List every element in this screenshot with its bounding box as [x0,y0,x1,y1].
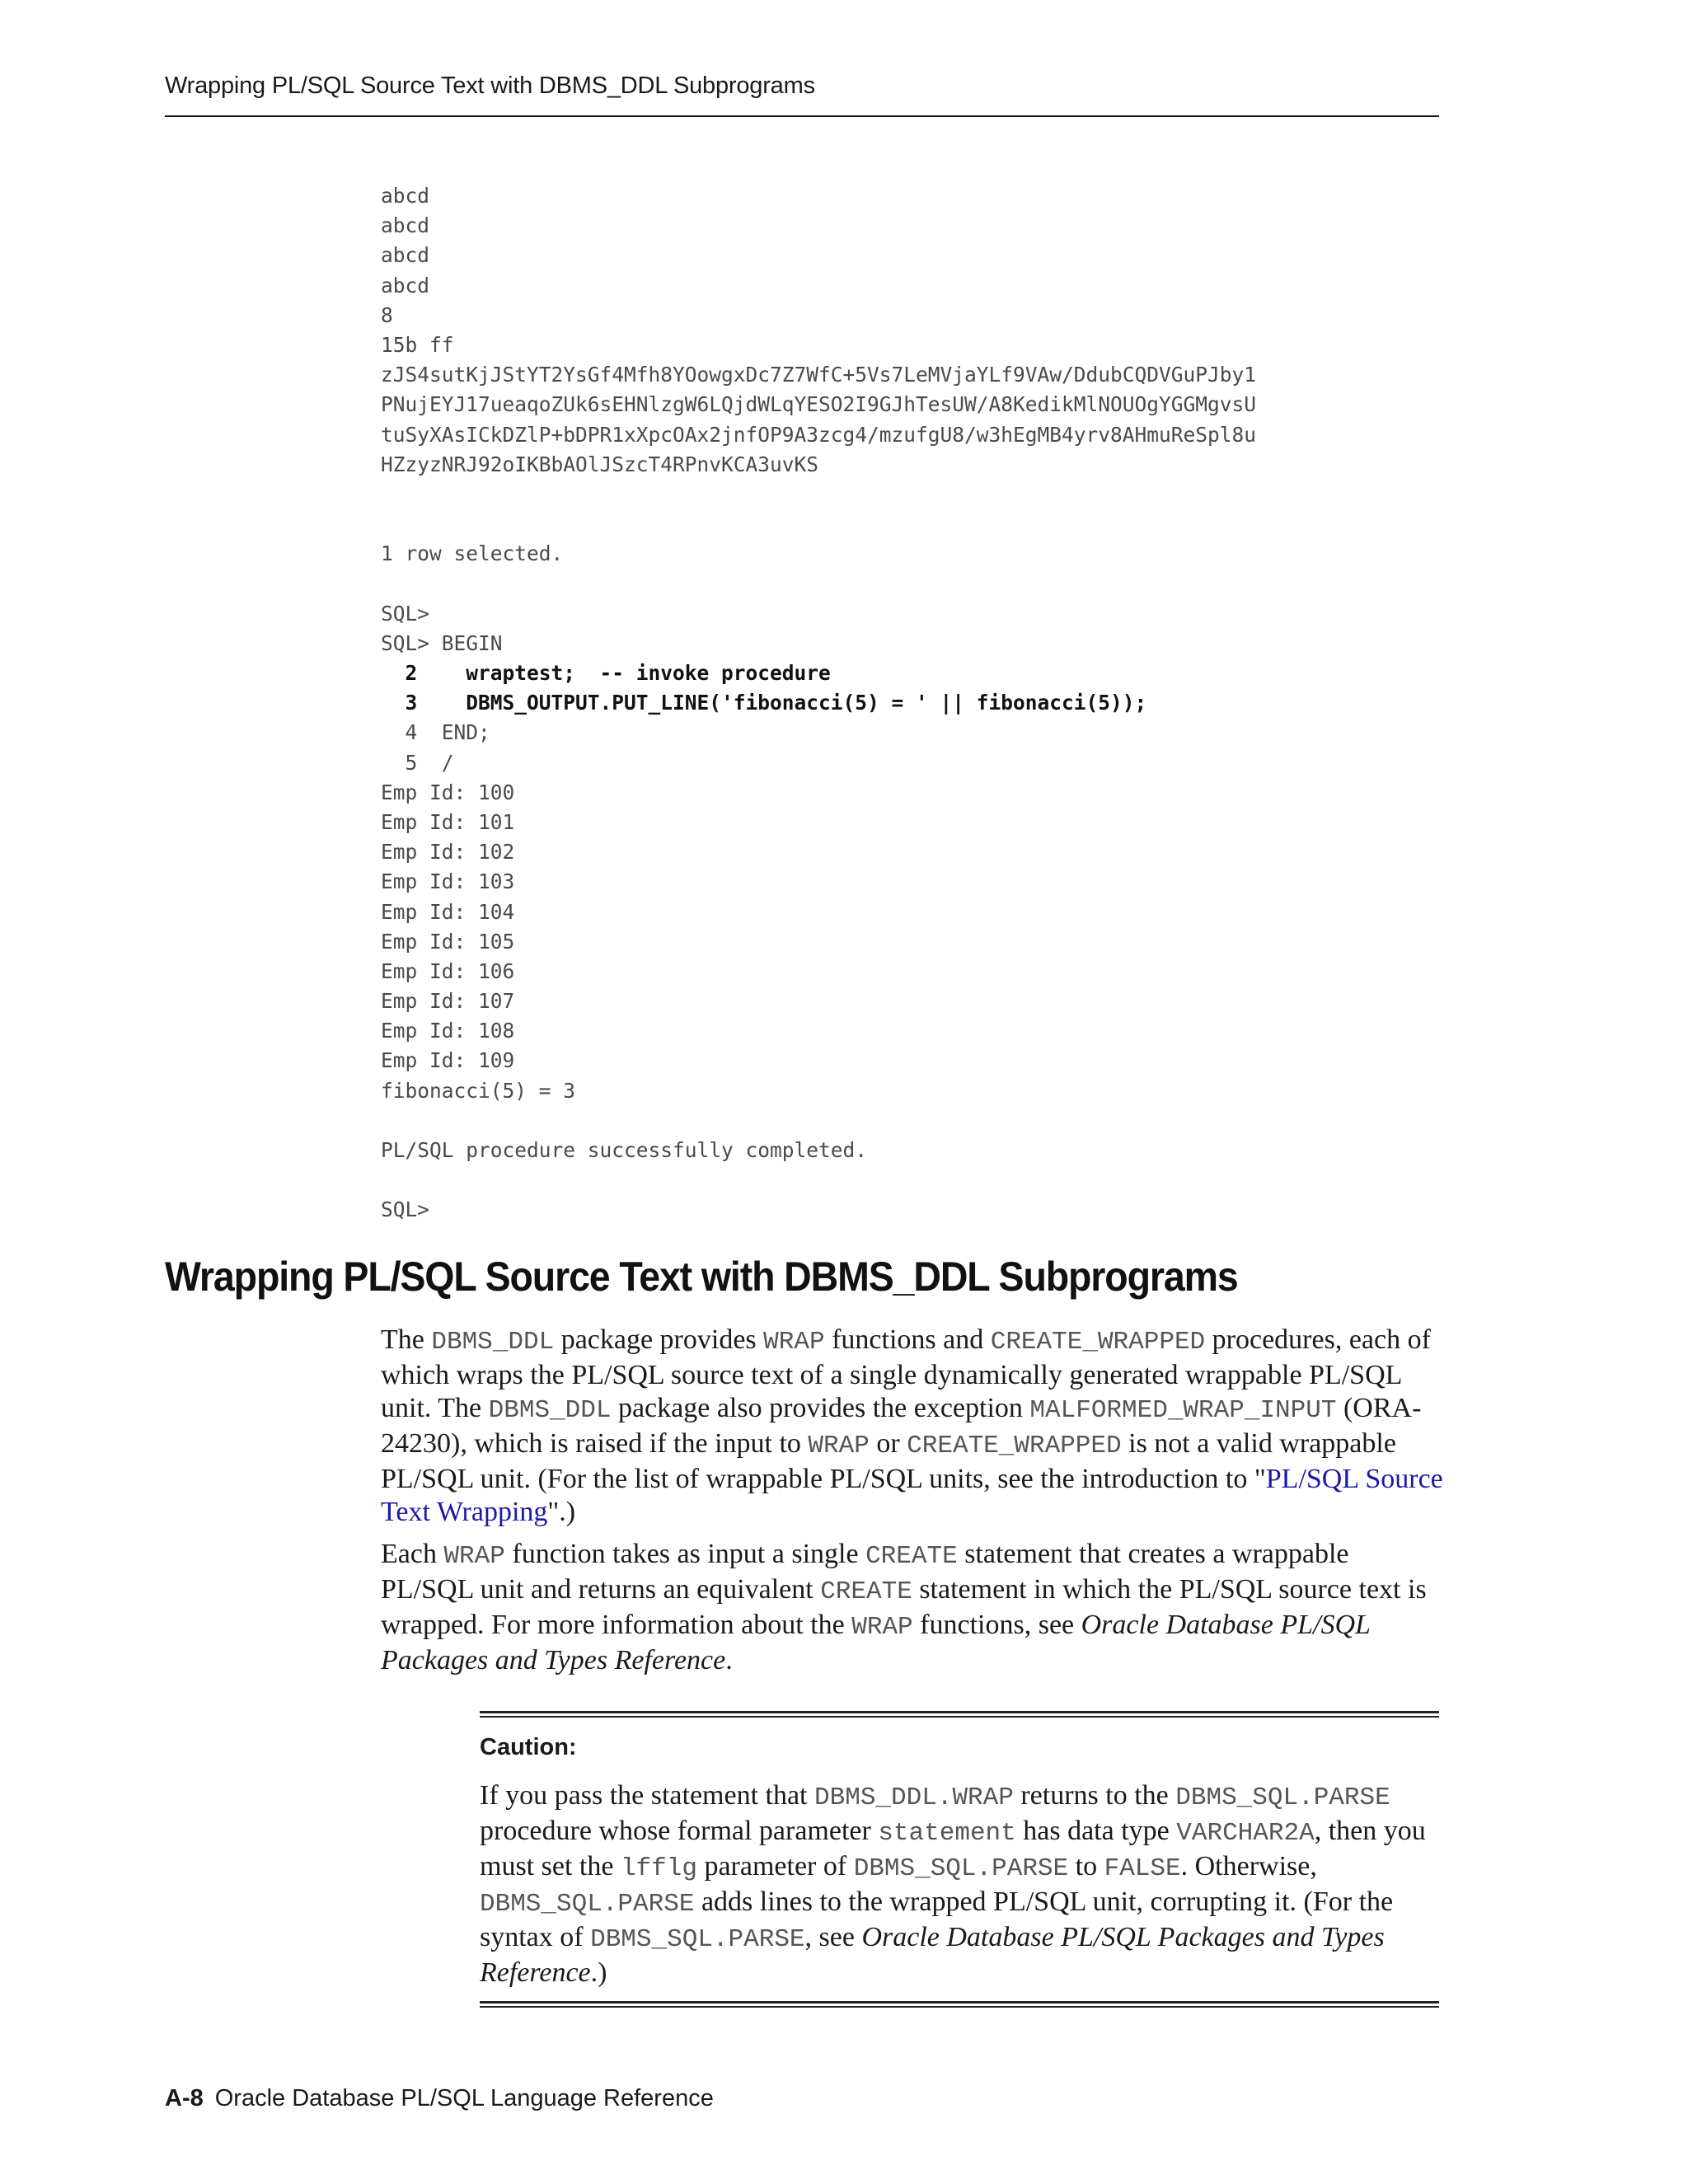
code-term: WRAP [808,1432,870,1460]
intro-paragraph [381,1324,1444,1529]
code-line [381,569,1452,598]
text-run: function takes as input a single [504,1539,866,1569]
caution-text [480,1779,1439,1990]
code-line: fibonacci(5) = 3 [381,1078,576,1103]
code-line: zJS4sutKjJStYT2YsGf4Mfh8YOowgxDc7Z7WfC+5Vs7LeMVjaYLf9VAw/DdubCQDVGuPJby1 [381,363,1257,387]
code-line: abcd [381,243,430,268]
running-header-title: Wrapping PL/SQL Source Text with DBMS_DDL Subprograms [165,73,815,99]
code-term: DBMS_DDL [488,1396,612,1425]
code-line [381,480,1452,509]
text-run: statement that creates a wrappable PL/SQL unit and returns an equivalent [381,1539,1349,1605]
book-reference: Oracle Database PL/SQL Packages and Types Reference [381,1610,1371,1675]
header-rule [165,115,1439,117]
code-line [381,1165,1452,1195]
text-run: procedure whose formal parameter [480,1816,879,1846]
code-line: Emp Id: 104 [381,899,515,924]
section-heading: Wrapping PL/SQL Source Text with DBMS_DDL Subprograms [165,1254,1238,1300]
code-line: Emp Id: 101 [381,809,515,834]
code-line: 4 END; [381,720,490,745]
code-term: CREATE [865,1542,958,1571]
text-run: functions and [824,1324,991,1355]
code-term: statement [878,1819,1016,1848]
text-run: has data type [1015,1816,1177,1846]
text-run: to [1068,1851,1104,1882]
code-line: Emp Id: 107 [381,989,515,1014]
code-line: HZzyzNRJ92oIKBbAOlJSzcT4RPnvKCA3uvKS [381,452,819,476]
code-line: Emp Id: 106 [381,958,515,983]
caution-note [480,1711,1439,2008]
text-run: , then you must set the [480,1816,1426,1882]
code-term: DBMS_SQL.PARSE [590,1925,805,1954]
code-line: Emp Id: 108 [381,1019,515,1043]
code-line: Emp Id: 100 [381,780,515,804]
text-run: returns to the [1013,1780,1176,1811]
code-line: Emp Id: 105 [381,929,515,954]
code-example [381,181,1452,1226]
code-term: WRAP [763,1328,825,1357]
code-term: DBMS_SQL.PARSE [853,1854,1069,1883]
caution-top-rule [480,1711,1439,1718]
code-line: Emp Id: 102 [381,840,515,865]
book-reference: Oracle Database PL/SQL Packages and Types Reference [480,1922,1385,1988]
code-term: WRAP [851,1613,913,1642]
text-run: adds lines to the wrapped PL/SQL unit, corrupting it. (For the syntax of [480,1886,1394,1952]
code-term: FALSE [1104,1854,1181,1883]
code-line: Emp Id: 109 [381,1048,515,1073]
text-run: The [381,1324,432,1355]
book-title: Oracle Database PL/SQL Language Reference [214,2085,714,2111]
code-term: WRAP [443,1542,505,1571]
code-term: CREATE_WRAPPED [990,1328,1206,1357]
text-run: is not a valid wrappable PL/SQL unit. (For the list of wrappable PL/SQL units, see the introduction to " [381,1428,1396,1494]
code-line: Emp Id: 103 [381,869,515,894]
code-line: 3 DBMS_OUTPUT.PUT_LINE('fibonacci(5) = ' || fibonacci(5)); [381,691,1147,715]
code-term: lfflg [620,1854,697,1883]
code-line: abcd [381,213,430,238]
text-run: package provides [554,1324,764,1355]
code-term: MALFORMED_WRAP_INPUT [1029,1396,1337,1425]
code-term: DBMS_DDL [431,1328,555,1357]
code-line: 8 [381,302,393,327]
source-text-wrapping-link[interactable]: PL/SQL Source Text Wrapping [381,1464,1443,1527]
text-run: If you pass the statement that [480,1780,815,1811]
caution-title: Caution: [480,1734,577,1760]
code-line: 5 / [381,750,454,775]
text-run: . Otherwise, [1180,1851,1317,1882]
wrap-function-paragraph [381,1538,1444,1677]
text-run: package also provides the exception [611,1393,1030,1423]
text-run: ".) [547,1497,576,1527]
code-line: abcd [381,273,430,298]
code-line: 1 row selected. [381,541,564,566]
text-run: parameter of [696,1851,854,1882]
text-run: . [725,1645,733,1675]
code-line [381,509,1452,539]
text-run: functions, see [912,1610,1081,1640]
text-run: or [869,1428,907,1459]
code-line: 2 wraptest; -- invoke procedure [381,661,831,685]
code-line: SQL> [381,1197,430,1222]
text-run: procedures, each of which wraps the PL/SQL source text of a single dynamically generated wrappable PL/SQL unit. The [381,1324,1431,1423]
code-line: 15b ff [381,332,454,357]
code-line: PL/SQL procedure successfully completed. [381,1138,868,1162]
code-line: abcd [381,184,430,208]
text-run: .) [590,1957,607,1988]
text-run: (ORA-24230), which is raised if the input to [381,1393,1422,1459]
code-term: CREATE_WRAPPED [907,1432,1122,1460]
code-term: DBMS_SQL.PARSE [1175,1783,1390,1812]
code-term: DBMS_SQL.PARSE [480,1890,695,1919]
code-line: PNujEYJ17ueaqoZUk6sEHNlzgW6LQjdWLqYESO2I9GJhTesUW/A8KedikMlNOUOgYGGMgvsU [381,392,1257,417]
code-line: SQL> BEGIN [381,630,503,655]
page-footer [165,2085,714,2112]
code-term: VARCHAR2A [1176,1819,1315,1848]
text-run: Each [381,1539,444,1569]
text-run: , see [804,1922,862,1952]
code-term: DBMS_DDL.WRAP [814,1783,1014,1812]
code-line: SQL> [381,601,430,626]
caution-bottom-rule [480,2001,1439,2008]
page-number: A-8 [165,2085,204,2111]
text-run: statement in which the PL/SQL source text is wrapped. For more information about the [381,1574,1427,1640]
code-line [381,1106,1452,1136]
code-term: CREATE [820,1577,912,1606]
code-line: tuSyXAsICkDZlP+bDPR1xXpcOAx2jnfOP9A3zcg4/mzufgU8/w3hEgMB4yrv8AHmuReSpl8u [381,422,1257,447]
